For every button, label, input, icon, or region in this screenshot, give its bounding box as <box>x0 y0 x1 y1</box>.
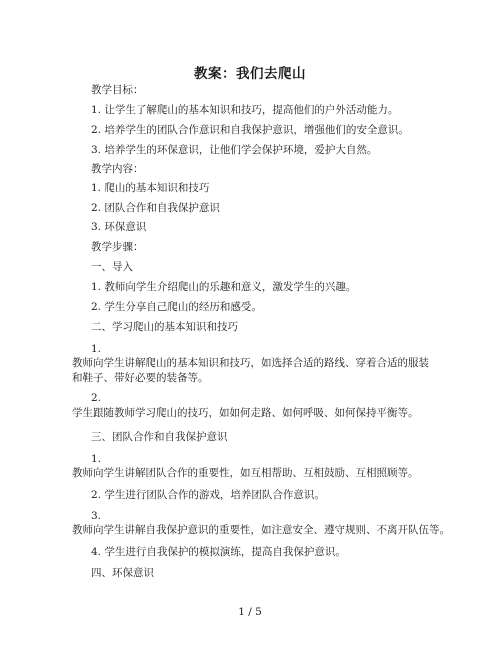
heading-objectives: 教学目标： <box>91 84 144 96</box>
section-3-item-2: 2. 学生进行团队合作的游戏，培养团队合作意识。 <box>91 489 325 501</box>
section-3-item-4: 4. 学生进行自我保护的模拟演练，提高自我保护意识。 <box>91 546 346 558</box>
objective-item-3: 3. 培养学生的环保意识，让他们学会保护环境，爱护大自然。 <box>91 144 378 156</box>
section-1-heading: 一、导入 <box>91 261 133 273</box>
objective-item-1: 1. 让学生了解爬山的基本知识和技巧，提高他们的户外活动能力。 <box>91 104 399 116</box>
document-title: 教案：我们去爬山 <box>194 66 306 82</box>
section-3-heading: 三、团队合作和自我保护意识 <box>91 431 228 443</box>
section-3-item-3-text: 教师向学生讲解自我保护意识的重要性，如注意安全、遵守规则、不离开队伍等。 <box>72 524 450 536</box>
section-3-item-3-number: 3. <box>91 510 102 522</box>
section-2-item-2-number: 2. <box>91 392 102 404</box>
content-item-2: 2. 团队合作和自我保护意识 <box>91 202 220 214</box>
section-2-heading: 二、学习爬山的基本知识和技巧 <box>91 321 238 333</box>
heading-content: 教学内容： <box>91 163 144 175</box>
section-2-item-1-text: 教师向学生讲解爬山的基本知识和技巧，如选择合适的路线、穿着合适的服装和鞋子、带好必要的装备等。 <box>72 357 429 384</box>
heading-steps: 教学步骤： <box>91 241 144 253</box>
section-1-item-2: 2. 学生分享自己爬山的经历和感受。 <box>91 301 262 313</box>
section-2-item-2-text: 学生跟随教师学习爬山的技巧，如如何走路、如何呼吸、如何保持平衡等。 <box>72 407 419 419</box>
section-2-item-1-number: 1. <box>91 343 102 355</box>
content-item-1: 1. 爬山的基本知识和技巧 <box>91 182 210 194</box>
section-3-item-1-number: 1. <box>91 453 102 465</box>
page-number: 1 / 5 <box>238 606 262 618</box>
content-item-3: 3. 环保意识 <box>91 221 147 233</box>
objective-item-2: 2. 培养学生的团队合作意识和自我保护意识，增强他们的安全意识。 <box>91 124 409 136</box>
section-1-item-1: 1. 教师向学生介绍爬山的乐趣和意义，激发学生的兴趣。 <box>91 281 357 293</box>
section-3-item-1-text: 教师向学生讲解团队合作的重要性，如互相帮助、互相鼓励、互相照顾等。 <box>72 467 419 479</box>
section-4-heading: 四、环保意识 <box>91 567 154 579</box>
